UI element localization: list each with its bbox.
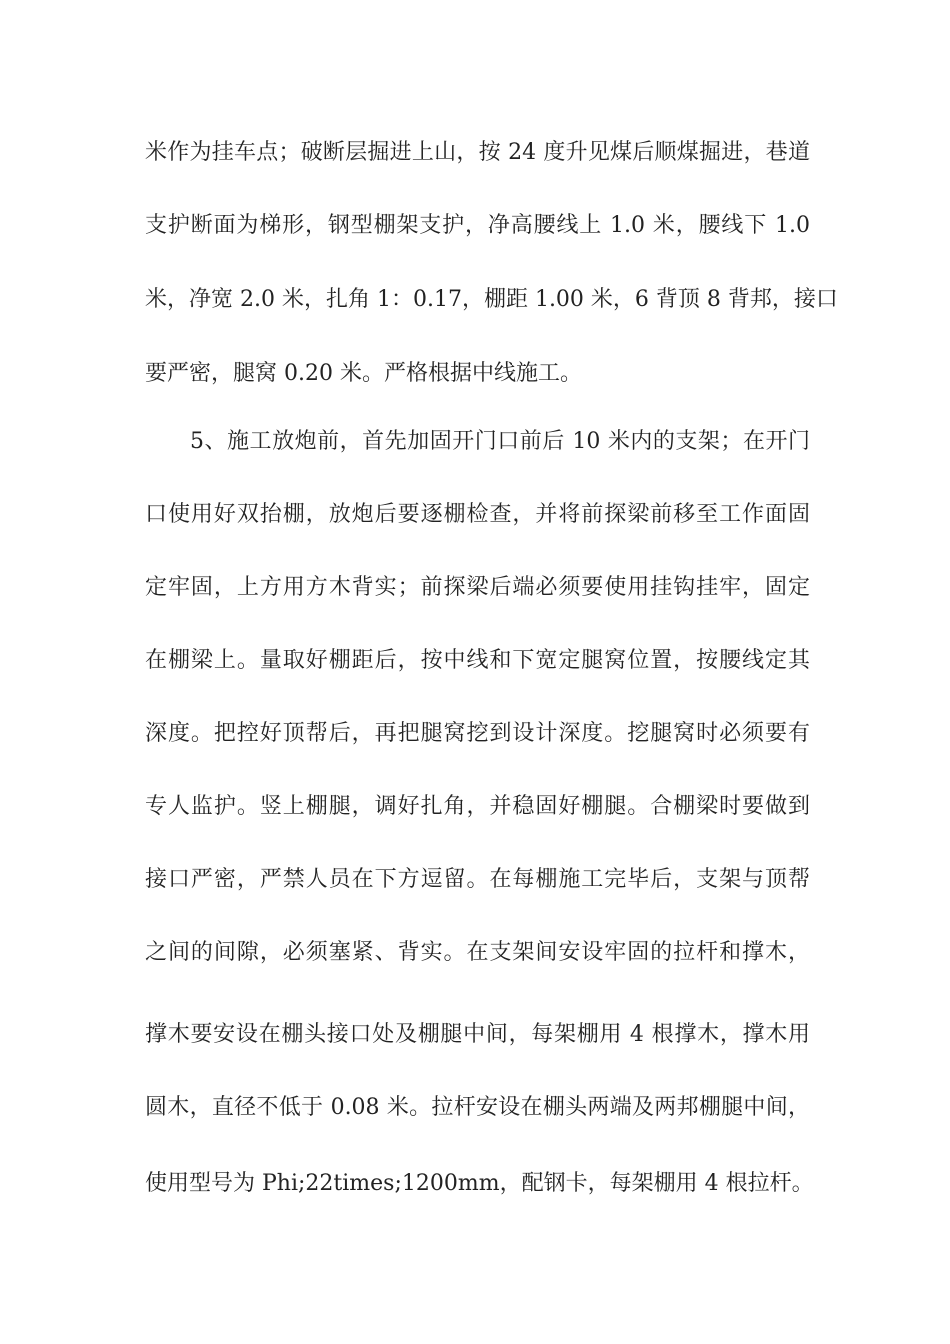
text-line: 撑木要安设在棚头接口处及棚腿中间，每架棚用 4 根撑木，撑木用 — [145, 1022, 810, 1047]
text-line: 支护断面为梯形，钢型棚架支护，净高腰线上 1.0 米，腰线下 1.0 — [145, 213, 810, 238]
text-line: 使用型号为 Phi;22times;1200mm，配钢卡，每架棚用 4 根拉杆。 — [145, 1171, 814, 1196]
text-line: 在棚梁上。量取好棚距后，按中线和下宽定腿窝位置，按腰线定其 — [145, 648, 810, 673]
text-line: 定牢固，上方用方木背实；前探梁后端必须要使用挂钩挂牢，固定 — [145, 575, 810, 600]
text-line: 专人监护。竖上棚腿，调好扎角，并稳固好棚腿。合棚梁时要做到 — [145, 794, 810, 819]
text-line: 接口严密，严禁人员在下方逗留。在每棚施工完毕后，支架与顶帮 — [145, 867, 810, 892]
paragraph-start-line: 5、施工放炮前，首先加固开门口前后 10 米内的支架；在开门 — [190, 429, 810, 454]
text-line: 要严密，腿窝 0.20 米。严格根据中线施工。 — [145, 361, 582, 386]
text-line: 圆木，直径不低于 0.08 米。拉杆安设在棚头两端及两邦棚腿中间， — [145, 1095, 810, 1120]
text-line: 米作为挂车点；破断层掘进上山，按 24 度升见煤后顺煤掘进，巷道 — [145, 140, 810, 165]
text-line: 深度。把控好顶帮后，再把腿窝挖到设计深度。挖腿窝时必须要有 — [145, 721, 810, 746]
text-line: 口使用好双抬棚，放炮后要逐棚检查，并将前探梁前移至工作面固 — [145, 502, 810, 527]
text-line: 之间的间隙，必须塞紧、背实。在支架间安设牢固的拉杆和撑木， — [145, 940, 810, 965]
text-line: 米，净宽 2.0 米，扎角 1：0.17，棚距 1.00 米，6 背顶 8 背邦，接口 — [145, 287, 838, 312]
